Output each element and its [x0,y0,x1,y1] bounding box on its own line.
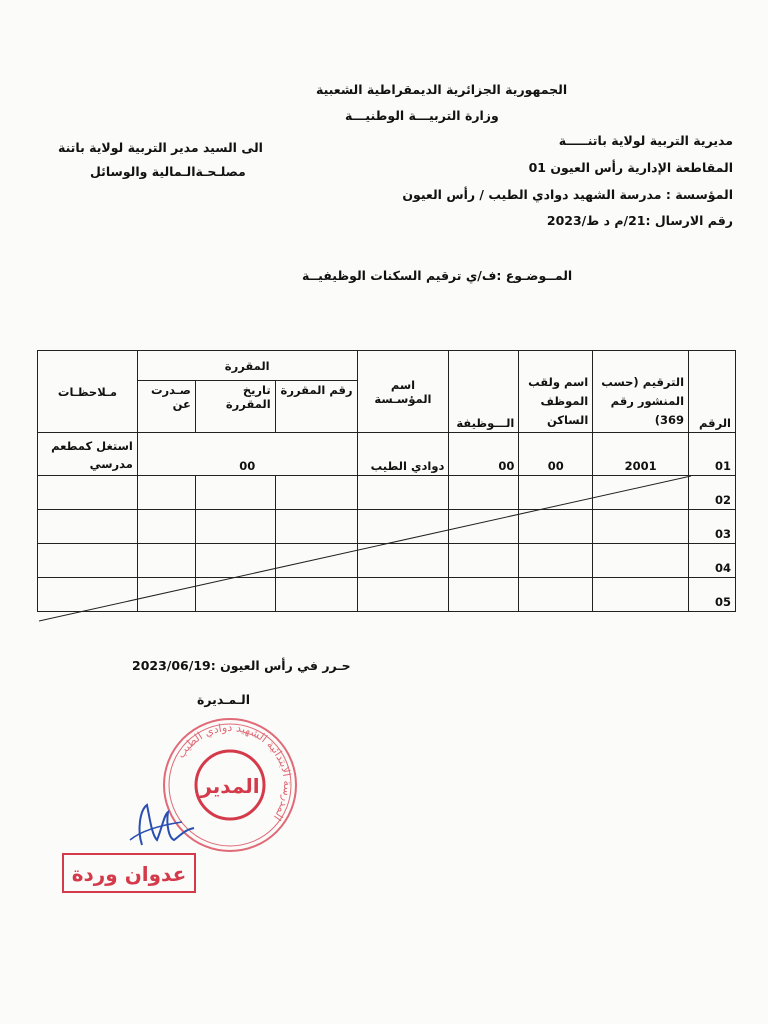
cell-number: 03 [689,510,736,544]
table-row [38,476,736,510]
institution-line: المؤسسة : مدرسة الشهيد دوادي الطيب / رأس العيون [402,187,733,202]
cell-number: 02 [689,476,736,510]
col-decision-date-header: تاريخ المقررة [195,381,275,433]
col-numbering-header: الترقيم (حسب المنشور رقم 369) [593,351,689,433]
col-number-header: الرقم [689,351,736,433]
col-issued-by-header: صـدرت عن [137,381,195,433]
col-institution-header: اسم المؤسـسة [357,351,449,433]
col-remarks-header: مـلاحظـات [38,351,138,433]
cell-number: 01 [689,433,736,476]
cell-number: 05 [689,578,736,612]
cell-numbering: 2001 [593,433,689,476]
recipient-line-2: مصلـحـةالـمالية والوسائل [90,164,246,179]
reference-line: رقم الارسال :21/م د ط/2023 [546,213,733,228]
stamp-ring-text: المدرسة الابتدائية الشهيد دوادي الطيب [174,720,295,823]
name-stamp: عدوان وردة [62,853,196,893]
table-row [38,578,736,612]
district-line: المقاطعة الإدارية رأس العيون 01 [528,160,733,175]
directorate-line: مديرية التربية لولاية باتنـــــة [558,133,733,148]
table-row [38,544,736,578]
col-decision-number-header: رقم المقررة [275,381,357,433]
stamp-center-text: المدير [200,774,260,798]
housing-table [37,350,736,612]
ministry-title: وزارة التربيـــة الوطنيـــة [345,108,499,123]
republic-title: الجمهورية الجزائرية الديمقراطية الشعبية [316,82,568,97]
signatory-title: الـمـديرة [197,692,250,707]
table-row [38,510,736,544]
cell-remarks: استغل كمطعم مدرسي [38,433,138,476]
recipient-line-1: الى السيد مدير التربية لولاية باتنة [58,140,263,155]
col-decision-header: المقررة [137,351,357,381]
signature-mark [122,800,202,850]
cell-decision: 00 [137,433,357,476]
cell-employee: 00 [519,433,593,476]
col-function-header: الـــوظيفة [449,351,519,433]
cell-institution: دوادي الطيب [357,433,449,476]
table-header-row [38,351,736,381]
place-date: حـرر في رأس العيون :2023/06/19 [132,658,351,673]
cell-function: 00 [449,433,519,476]
cell-number: 04 [689,544,736,578]
subject-line: المــوضـوع :ف/ي ترقيم السكنات الوظيفيــة [302,268,573,283]
col-employee-header: اسم ولقب الموظف الساكن [519,351,593,433]
table-row [38,433,736,476]
